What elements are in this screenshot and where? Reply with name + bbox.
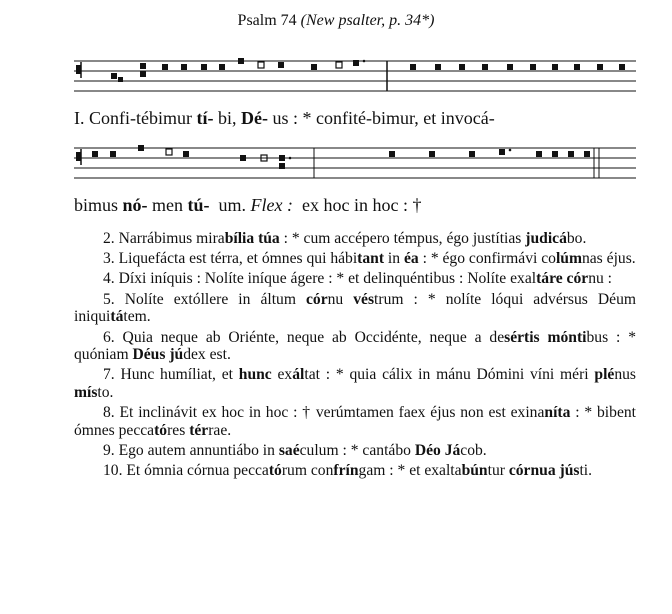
- verse-segment: in: [384, 250, 404, 268]
- verse-segment: tó: [268, 462, 282, 480]
- psalm-verse: [74, 230, 636, 248]
- neumes: [92, 145, 590, 169]
- verse-segment: tat : * quia cálix in mánu Dómini víni méri: [304, 366, 595, 384]
- verse-segment: frín: [333, 462, 359, 480]
- verse-segment: gam : * et exalta: [358, 462, 462, 480]
- psalm-verse: [74, 250, 636, 268]
- verse-segment: hunc: [238, 366, 272, 384]
- psalter-reference: (New psalter, p. 34*): [300, 12, 435, 29]
- psalm-verse: [74, 404, 636, 439]
- verse-segment: Já: [444, 442, 461, 460]
- verse-segment: mís: [74, 384, 98, 402]
- neumes: [111, 58, 625, 82]
- psalm-verse: [74, 462, 636, 480]
- verse-segment: ál: [292, 366, 305, 384]
- verse-segment: saé: [278, 442, 300, 460]
- verse-segment: níta: [544, 404, 571, 422]
- lyric-seg: tú-: [187, 195, 210, 215]
- verse-segment: bus : * quóniam: [74, 328, 636, 364]
- verse-segment: tér: [189, 422, 209, 440]
- verse-segment: : * cum accépero témpus, égo justítias: [279, 230, 526, 247]
- lyric-seg: us : * confité-bimur, et invocá-: [267, 108, 495, 128]
- verse-segment: tá: [110, 308, 124, 326]
- verse-segment: táre: [536, 270, 563, 288]
- verse-segment: res: [167, 422, 190, 440]
- psalm-verse: [74, 366, 636, 401]
- chant-lyric-1: [74, 108, 495, 129]
- verse-segment: trum : * nolíte lóqui advérsus Déum iniqui: [74, 290, 637, 326]
- verse-segment: córnua: [508, 462, 556, 480]
- verse-segment: rae.: [208, 422, 232, 440]
- psalm-verses: [74, 230, 636, 483]
- verse-segment: cór: [305, 290, 328, 308]
- verse-segment: 9. Ego autem annuntiábo in: [103, 442, 279, 460]
- verse-segment: nus: [614, 366, 636, 384]
- verse-segment: sértis: [504, 328, 540, 346]
- verse-segment: 8. Et inclinávit ex hoc in hoc : † verúmtamen faex éjus non est exina: [103, 404, 545, 422]
- lyric-seg: ex hoc in hoc : †: [293, 195, 422, 215]
- psalm-verse: [74, 442, 636, 460]
- lyric-seg: bi,: [213, 108, 241, 128]
- verse-segment: bo.: [566, 230, 587, 247]
- lyric-seg: Dé-: [241, 108, 268, 128]
- verse-segment: rum con: [281, 462, 334, 480]
- verse-segment: túa: [258, 230, 280, 247]
- staff-notation-2: [74, 145, 636, 185]
- verse-segment: cob.: [460, 442, 487, 460]
- verse-segment: vés: [353, 290, 375, 308]
- verse-segment: mónti: [547, 328, 587, 346]
- verse-segment: nu: [327, 290, 354, 308]
- chant-lyric-2: [74, 195, 422, 216]
- chant-staff-2: [74, 145, 636, 185]
- staff-notation-1: [74, 58, 636, 98]
- verse-segment: tant: [357, 250, 385, 268]
- verse-segment: culum : * cantábo: [299, 442, 415, 460]
- lyric-seg: Flex :: [250, 195, 294, 215]
- psalm-title: [0, 12, 672, 30]
- verse-segment: 2. Narrábimus mira: [103, 230, 225, 247]
- verse-segment: : * bibent ómnes pecca: [74, 404, 636, 440]
- verse-segment: éa: [403, 250, 419, 268]
- verse-segment: nu :: [588, 270, 613, 288]
- verse-segment: tur: [487, 462, 509, 480]
- verse-segment: judicá: [525, 230, 567, 247]
- psalm-number: Psalm 74: [237, 12, 297, 29]
- verse-segment: plé: [594, 366, 615, 384]
- verse-segment: nas éjus.: [581, 250, 636, 268]
- verse-segment: 6. Quia neque ab Oriénte, neque ab Occidénte, neque a de: [103, 328, 505, 346]
- chant-staff-1: [74, 58, 636, 98]
- verse-segment: ti.: [579, 462, 593, 480]
- verse-segment: : * égo confirmávi co: [418, 250, 556, 268]
- verse-segment: Déo: [414, 442, 441, 460]
- verse-segment: jús: [559, 462, 580, 480]
- psalm-verse: [74, 291, 636, 326]
- verse-segment: to.: [97, 384, 114, 402]
- verse-segment: ex: [271, 366, 293, 384]
- verse-segment: lúm: [555, 250, 582, 268]
- verse-segment: [540, 329, 548, 346]
- lyric-seg: tí-: [196, 108, 214, 128]
- psalm-verse: [74, 329, 636, 364]
- verse-segment: tem.: [123, 308, 151, 326]
- verse-segment: cór: [566, 270, 589, 288]
- verse-segment: 3. Liquefácta est térra, et ómnes qui hábi: [103, 250, 358, 268]
- lyric-seg: um.: [209, 195, 251, 215]
- verse-segment: bún: [461, 462, 488, 480]
- lyric-seg: men: [147, 195, 188, 215]
- verse-segment: 5. Nolíte extóllere in áltum: [103, 290, 306, 308]
- verse-segment: dex est.: [183, 346, 231, 364]
- verse-segment: bília: [224, 230, 255, 247]
- verse-segment: 7. Hunc humíliat, et: [103, 366, 239, 384]
- verse-segment: Déus: [132, 346, 166, 364]
- lyric-seg: bimus: [74, 195, 123, 215]
- verse-segment: jú: [169, 346, 184, 364]
- lyric-seg: nó-: [122, 195, 148, 215]
- verse-segment: 10. Et ómnia córnua pecca: [103, 462, 269, 480]
- psalm-verse: [74, 270, 636, 288]
- verse-segment: tó: [154, 422, 168, 440]
- verse-segment: 4. Díxi iníquis : Nolíte iníque ágere : * et delinquéntibus : Nolíte exal: [103, 270, 537, 288]
- lyric-seg: I. Confi-tébimur: [74, 108, 197, 128]
